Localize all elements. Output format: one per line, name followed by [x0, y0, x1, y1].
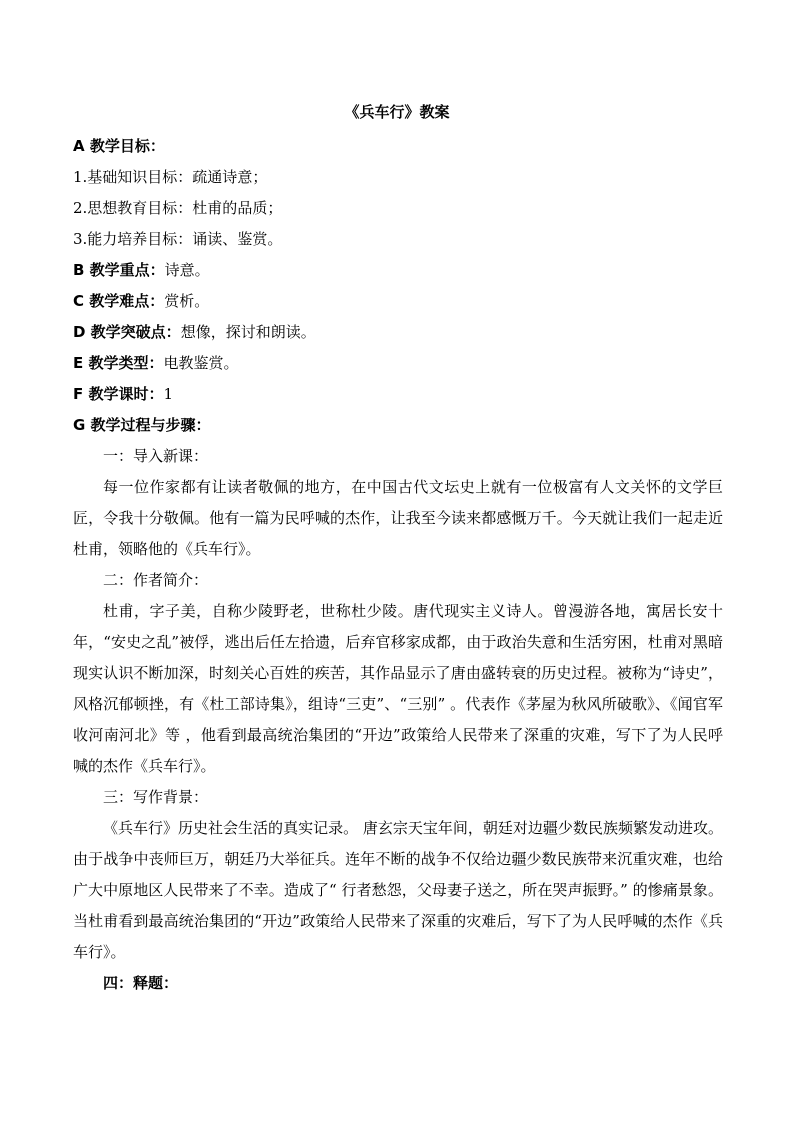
document-body: [73, 131, 723, 999]
author-paragraph: 杜甫，字子美，自称少陵野老，世称杜少陵。唐代现实主义诗人。曾漫游各地，寓居长安十年，“安史之乱”被俘，逃出后任左拾遗，后弃官移家成都，由于政治失意和生活穷困，杜甫对黑暗现实认识不断加深，时刻关心百姓的疾苦，其作品显示了唐由盛转衰的历史过程。被称为“诗史”，风格沉郁顿挫，有《杜工部诗集》，组诗“三吏”、“三别” 。代表作《茅屋为秋风所破歌》、《闻官军收河南河北》等 ，他看到最高统治集团的“开边”政策给人民带来了深重的灾难，写下了为人民呼喊的杰作《兵车行》。: [73, 602, 723, 775]
section-label: D 教学突破点：: [73, 323, 181, 341]
section-value: 1: [163, 385, 174, 403]
teaching-type: [73, 348, 723, 379]
section-value: 诗意。: [164, 261, 210, 279]
section-value: 赏析。: [164, 292, 210, 310]
teaching-difficulty: [73, 286, 723, 317]
title-explanation-heading: 四：释题：: [103, 974, 179, 992]
background-heading: 三：写作背景：: [103, 788, 209, 806]
section-label: F 教学课时：: [73, 385, 164, 403]
teaching-breakthrough: [73, 317, 723, 348]
section-value: 想像，探讨和朗读。: [180, 323, 316, 341]
teaching-objectives-heading: [73, 131, 723, 162]
section-label: G 教学过程与步骤：: [73, 416, 211, 434]
author-heading: 二：作者简介：: [103, 571, 209, 589]
intro-paragraph: 每一位作家都有让读者敬佩的地方，在中国古代文坛史上就有一位极富有人文关怀的文学巨匠，令我十分敬佩。他有一篇为民呼喊的杰作，让我至今读来都感慨万千。今天就让我们一起走近杜甫，领略他的《兵车行》。: [73, 478, 723, 558]
teaching-hours: [73, 379, 723, 410]
teaching-process-heading: [73, 410, 723, 441]
intro-heading: 一：导入新课：: [103, 447, 209, 465]
objective-2: 2.思想教育目标：杜甫的品质；: [73, 199, 283, 217]
objective-3: 3.能力培养目标：诵读、鉴赏。: [73, 230, 283, 248]
section-label: E 教学类型：: [73, 354, 164, 372]
section-label: C 教学难点：: [73, 292, 165, 310]
section-label: B 教学重点：: [73, 261, 165, 279]
teaching-key-point: [73, 255, 723, 286]
objective-1: 1.基础知识目标：疏通诗意；: [73, 168, 268, 186]
section-value: 电教鉴赏。: [163, 354, 239, 372]
document-title: 《兵车行》教案: [344, 103, 450, 121]
section-label: A 教学目标：: [73, 137, 165, 155]
background-paragraph: 《兵车行》历史社会生活的真实记录。 唐玄宗天宝年间，朝廷对边疆少数民族频繁发动进攻。由于战争中丧师巨万，朝廷乃大举征兵。连年不断的战争不仅给边疆少数民族带来沉重灾难，也给广大中原地区人民带来了不幸。造成了“ 行者愁怨，父母妻子送之，所在哭声振野。” 的惨痛景象。当杜甫看到最高统治集团的“开边”政策给人民带来了深重的灾难后，写下了为人民呼喊的杰作《兵车行》。: [73, 819, 723, 961]
